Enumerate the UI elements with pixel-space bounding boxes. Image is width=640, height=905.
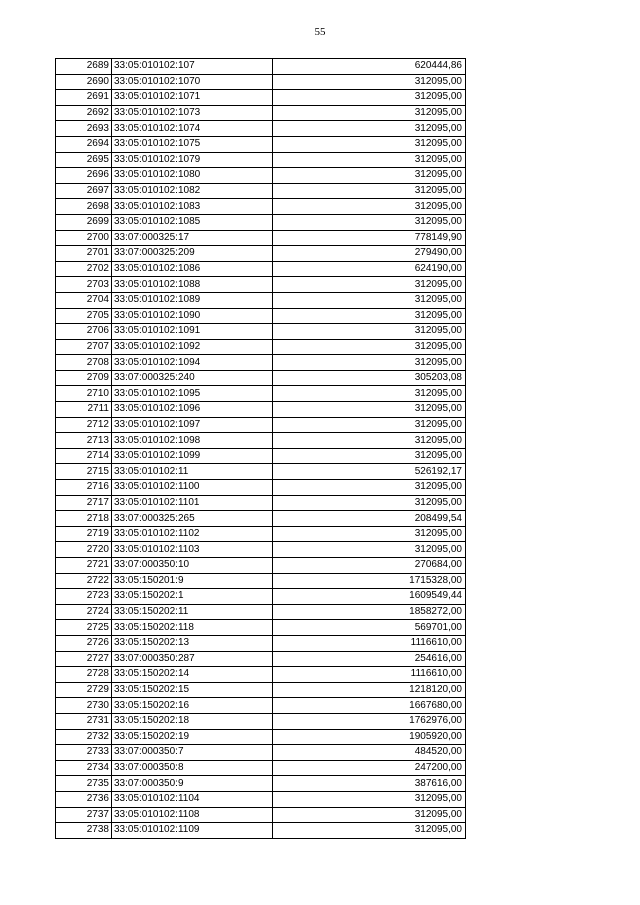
table-row [56,168,466,184]
table-row [56,776,466,792]
table-row [56,370,466,386]
cadastral-number-cell: 33:05:010102:1079 [112,152,273,168]
value-cell: 312095,00 [273,526,466,542]
row-number-cell: 2702 [56,261,112,277]
cadastral-number-cell: 33:05:010102:1083 [112,199,273,215]
value-cell: 312095,00 [273,183,466,199]
cadastral-number-cell: 33:05:010102:1104 [112,791,273,807]
row-number-cell: 2725 [56,620,112,636]
table-row [56,729,466,745]
cadastral-number-cell: 33:07:000350:8 [112,760,273,776]
cadastral-number-cell: 33:05:150202:19 [112,729,273,745]
table-row [56,573,466,589]
cadastral-number-cell: 33:05:010102:1080 [112,168,273,184]
row-number-cell: 2706 [56,324,112,340]
row-number-cell: 2718 [56,511,112,527]
row-number-cell: 2694 [56,136,112,152]
cadastral-number-cell: 33:05:150202:18 [112,713,273,729]
cadastral-number-cell: 33:07:000325:240 [112,370,273,386]
row-number-cell: 2724 [56,604,112,620]
row-number-cell: 2695 [56,152,112,168]
value-cell: 1715328,00 [273,573,466,589]
row-number-cell: 2738 [56,823,112,839]
cadastral-number-cell: 33:05:010102:1097 [112,417,273,433]
value-cell: 778149,90 [273,230,466,246]
cadastral-number-cell: 33:05:010102:1099 [112,448,273,464]
cadastral-number-cell: 33:05:010102:1089 [112,292,273,308]
row-number-cell: 2716 [56,480,112,496]
table-row [56,542,466,558]
table-row [56,698,466,714]
cadastral-number-cell: 33:05:010102:1103 [112,542,273,558]
row-number-cell: 2730 [56,698,112,714]
row-number-cell: 2691 [56,90,112,106]
row-number-cell: 2717 [56,495,112,511]
cadastral-number-cell: 33:05:010102:1108 [112,807,273,823]
row-number-cell: 2705 [56,308,112,324]
cadastral-number-cell: 33:05:150202:11 [112,604,273,620]
value-cell: 270684,00 [273,558,466,574]
row-number-cell: 2693 [56,121,112,137]
row-number-cell: 2708 [56,355,112,371]
table-row [56,74,466,90]
value-cell: 1762976,00 [273,713,466,729]
value-cell: 1609549,44 [273,589,466,605]
table-row [56,339,466,355]
cadastral-number-cell: 33:05:010102:1101 [112,495,273,511]
row-number-cell: 2703 [56,277,112,293]
table-row [56,121,466,137]
table-row [56,713,466,729]
row-number-cell: 2734 [56,760,112,776]
table-row [56,823,466,839]
value-cell: 312095,00 [273,74,466,90]
table-row [56,464,466,480]
value-cell: 620444,86 [273,59,466,75]
table-row [56,511,466,527]
cadastral-number-cell: 33:05:150201:9 [112,573,273,589]
cadastral-number-cell: 33:05:010102:1091 [112,324,273,340]
row-number-cell: 2715 [56,464,112,480]
table-row [56,292,466,308]
row-number-cell: 2711 [56,402,112,418]
cadastral-number-cell: 33:05:150202:16 [112,698,273,714]
cadastral-number-cell: 33:07:000350:7 [112,745,273,761]
table-row [56,105,466,121]
value-cell: 312095,00 [273,292,466,308]
value-cell: 279490,00 [273,246,466,262]
value-cell: 312095,00 [273,807,466,823]
table-row [56,246,466,262]
table-row [56,635,466,651]
table-row [56,355,466,371]
cadastral-number-cell: 33:05:010102:1073 [112,105,273,121]
value-cell: 312095,00 [273,308,466,324]
row-number-cell: 2732 [56,729,112,745]
value-cell: 312095,00 [273,433,466,449]
cadastral-number-cell: 33:05:150202:15 [112,682,273,698]
row-number-cell: 2689 [56,59,112,75]
value-cell: 312095,00 [273,277,466,293]
table-row [56,480,466,496]
value-cell: 484520,00 [273,745,466,761]
table-row [56,308,466,324]
cadastral-number-cell: 33:07:000350:10 [112,558,273,574]
row-number-cell: 2696 [56,168,112,184]
page-number: 55 [314,26,326,38]
row-number-cell: 2721 [56,558,112,574]
value-cell: 312095,00 [273,791,466,807]
table-row [56,448,466,464]
cadastral-number-cell: 33:05:010102:1071 [112,90,273,106]
cadastral-number-cell: 33:05:010102:1102 [112,526,273,542]
table-row [56,526,466,542]
row-number-cell: 2701 [56,246,112,262]
cadastral-number-cell: 33:05:010102:1094 [112,355,273,371]
value-cell: 312095,00 [273,339,466,355]
table-row [56,261,466,277]
cadastral-number-cell: 33:05:150202:1 [112,589,273,605]
table-row [56,277,466,293]
row-number-cell: 2704 [56,292,112,308]
row-number-cell: 2713 [56,433,112,449]
row-number-cell: 2735 [56,776,112,792]
row-number-cell: 2733 [56,745,112,761]
cadastral-number-cell: 33:05:010102:1100 [112,480,273,496]
table-row [56,59,466,75]
table-row [56,495,466,511]
value-cell: 312095,00 [273,495,466,511]
table-row [56,589,466,605]
cadastral-number-cell: 33:05:010102:1095 [112,386,273,402]
row-number-cell: 2709 [56,370,112,386]
row-number-cell: 2720 [56,542,112,558]
table-row [56,651,466,667]
table-row [56,745,466,761]
value-cell: 312095,00 [273,448,466,464]
cadastral-number-cell: 33:05:010102:1075 [112,136,273,152]
table-row [56,183,466,199]
value-cell: 526192,17 [273,464,466,480]
cadastral-number-cell: 33:05:010102:11 [112,464,273,480]
row-number-cell: 2699 [56,214,112,230]
value-cell: 208499,54 [273,511,466,527]
row-number-cell: 2698 [56,199,112,215]
cadastral-number-cell: 33:05:010102:1096 [112,402,273,418]
row-number-cell: 2737 [56,807,112,823]
row-number-cell: 2728 [56,667,112,683]
row-number-cell: 2697 [56,183,112,199]
row-number-cell: 2692 [56,105,112,121]
table-row [56,807,466,823]
value-cell: 624190,00 [273,261,466,277]
value-cell: 1116610,00 [273,635,466,651]
cadastral-number-cell: 33:05:150202:13 [112,635,273,651]
row-number-cell: 2712 [56,417,112,433]
cadastral-number-cell: 33:07:000325:209 [112,246,273,262]
cadastral-number-cell: 33:05:010102:1088 [112,277,273,293]
row-number-cell: 2736 [56,791,112,807]
table-row [56,558,466,574]
value-cell: 1116610,00 [273,667,466,683]
value-cell: 312095,00 [273,823,466,839]
cadastral-number-cell: 33:07:000350:9 [112,776,273,792]
value-cell: 1218120,00 [273,682,466,698]
table-row [56,386,466,402]
cadastral-number-cell: 33:05:010102:107 [112,59,273,75]
table-body [56,59,466,839]
table-row [56,214,466,230]
table-row [56,402,466,418]
row-number-cell: 2714 [56,448,112,464]
table-row [56,433,466,449]
value-cell: 312095,00 [273,355,466,371]
table-row [56,604,466,620]
value-cell: 312095,00 [273,168,466,184]
row-number-cell: 2690 [56,74,112,90]
value-cell: 312095,00 [273,90,466,106]
value-cell: 312095,00 [273,214,466,230]
value-cell: 312095,00 [273,136,466,152]
cadastral-number-cell: 33:05:150202:14 [112,667,273,683]
table-row [56,90,466,106]
cadastral-number-cell: 33:05:010102:1090 [112,308,273,324]
value-cell: 387616,00 [273,776,466,792]
value-cell: 247200,00 [273,760,466,776]
cadastral-number-cell: 33:07:000325:17 [112,230,273,246]
table-row [56,682,466,698]
value-cell: 1667680,00 [273,698,466,714]
table-row [56,230,466,246]
cadastral-number-cell: 33:07:000325:265 [112,511,273,527]
table-row [56,417,466,433]
value-cell: 312095,00 [273,480,466,496]
table-row [56,152,466,168]
row-number-cell: 2727 [56,651,112,667]
value-cell: 312095,00 [273,199,466,215]
table-row [56,791,466,807]
value-cell: 312095,00 [273,386,466,402]
table-row [56,324,466,340]
value-cell: 312095,00 [273,105,466,121]
cadastral-value-table [55,58,466,839]
cadastral-number-cell: 33:05:010102:1109 [112,823,273,839]
row-number-cell: 2707 [56,339,112,355]
row-number-cell: 2719 [56,526,112,542]
row-number-cell: 2700 [56,230,112,246]
cadastral-number-cell: 33:05:150202:118 [112,620,273,636]
value-cell: 305203,08 [273,370,466,386]
row-number-cell: 2731 [56,713,112,729]
cadastral-number-cell: 33:07:000350:287 [112,651,273,667]
table-row [56,760,466,776]
value-cell: 312095,00 [273,121,466,137]
row-number-cell: 2726 [56,635,112,651]
cadastral-number-cell: 33:05:010102:1082 [112,183,273,199]
value-cell: 312095,00 [273,324,466,340]
table-row [56,620,466,636]
value-cell: 312095,00 [273,152,466,168]
value-cell: 1905920,00 [273,729,466,745]
value-cell: 312095,00 [273,542,466,558]
cadastral-number-cell: 33:05:010102:1086 [112,261,273,277]
cadastral-number-cell: 33:05:010102:1098 [112,433,273,449]
value-cell: 312095,00 [273,402,466,418]
cadastral-number-cell: 33:05:010102:1092 [112,339,273,355]
value-cell: 1858272,00 [273,604,466,620]
value-cell: 569701,00 [273,620,466,636]
row-number-cell: 2710 [56,386,112,402]
cadastral-number-cell: 33:05:010102:1085 [112,214,273,230]
value-cell: 312095,00 [273,417,466,433]
row-number-cell: 2722 [56,573,112,589]
value-cell: 254616,00 [273,651,466,667]
cadastral-number-cell: 33:05:010102:1074 [112,121,273,137]
cadastral-number-cell: 33:05:010102:1070 [112,74,273,90]
table-row [56,667,466,683]
row-number-cell: 2729 [56,682,112,698]
row-number-cell: 2723 [56,589,112,605]
table-row [56,199,466,215]
table-row [56,136,466,152]
